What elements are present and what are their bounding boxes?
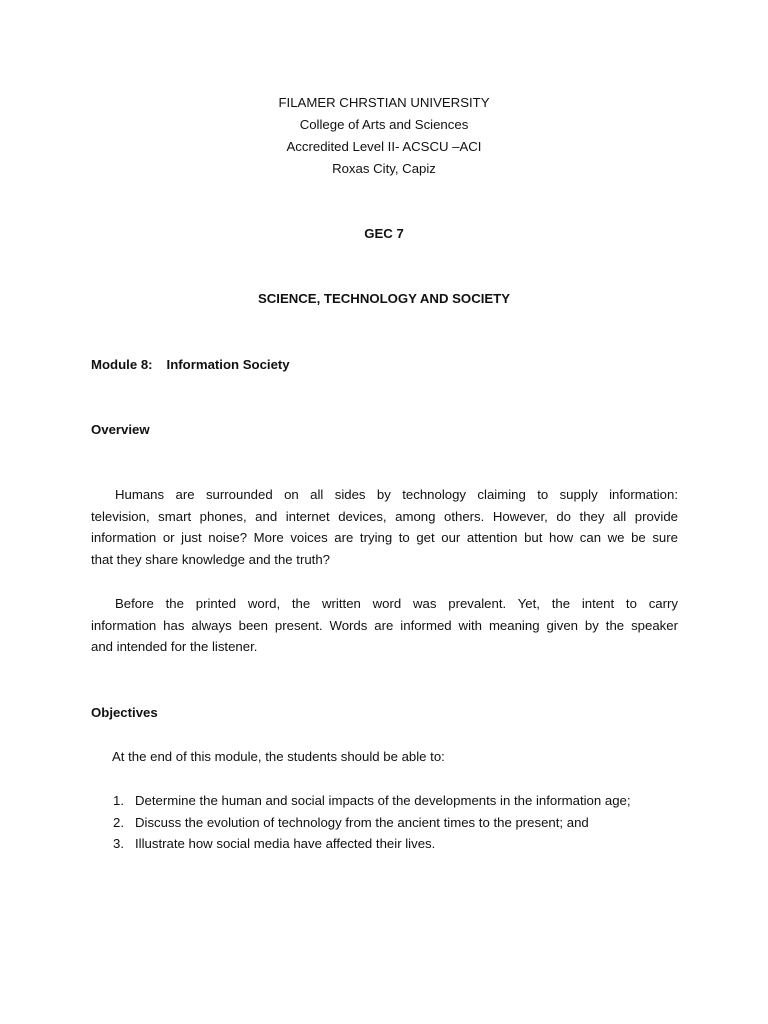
- module-label: Module 8:: [91, 357, 153, 372]
- list-item-text: Discuss the evolution of technology from the ancient times to the present; and: [135, 814, 589, 830]
- list-item: [91, 790, 691, 812]
- paragraph-line: information has always been present. Words are informed with meaning given by the speaker: [91, 617, 678, 633]
- location-line: Roxas City, Capiz: [332, 161, 436, 176]
- accreditation-line: Accredited Level II- ACSCU –ACI: [286, 139, 482, 154]
- list-item-number: 1.: [113, 793, 124, 808]
- paragraph-line: Before the printed word, the written word was prevalent. Yet, the intent to carry: [115, 596, 678, 611]
- list-item-number: 2.: [113, 814, 124, 830]
- objectives-list: [91, 790, 691, 855]
- institution-header: [0, 92, 768, 180]
- overview-heading: Overview: [91, 422, 150, 437]
- list-item: [91, 833, 691, 855]
- overview-paragraph-1: [91, 484, 678, 571]
- paragraph-line: that they share knowledge and the truth?: [91, 552, 331, 568]
- overview-paragraph-2: [91, 593, 678, 658]
- paragraph-line: television, smart phones, and internet devices, among others. However, do they all provide: [91, 508, 678, 524]
- list-item-text: Illustrate how social media have affected their lives.: [135, 836, 436, 852]
- module-heading: [91, 354, 290, 376]
- university-name: FILAMER CHRSTIAN UNIVERSITY: [278, 95, 490, 110]
- paragraph-line: information or just noise? More voices are trying to get our attention but how can we be sure: [91, 530, 678, 546]
- course-code: GEC 7: [364, 226, 404, 241]
- list-item-number: 3.: [113, 836, 124, 852]
- course-title: SCIENCE, TECHNOLOGY AND SOCIETY: [257, 291, 511, 306]
- list-item-text: Determine the human and social impacts of the developments in the information age;: [135, 793, 631, 808]
- module-title: Information Society: [166, 357, 290, 372]
- college-name: College of Arts and Sciences: [299, 117, 469, 132]
- list-item: [91, 812, 691, 834]
- objectives-heading: Objectives: [91, 705, 158, 720]
- paragraph-line: Humans are surrounded on all sides by technology claiming to supply information:: [115, 487, 678, 502]
- paragraph-line: and intended for the listener.: [91, 639, 258, 655]
- objectives-intro: At the end of this module, the students should be able to:: [112, 749, 445, 764]
